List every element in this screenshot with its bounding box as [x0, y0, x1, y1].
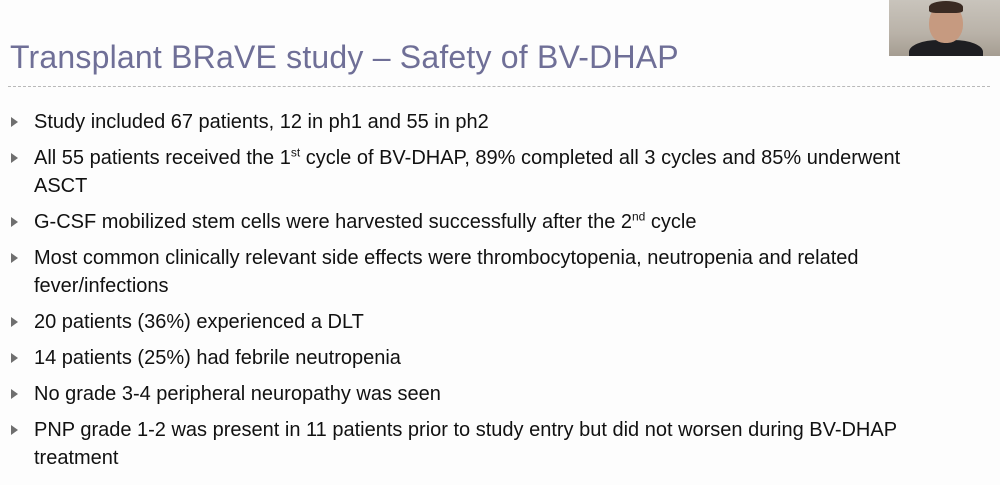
triangle-right-icon	[11, 217, 18, 227]
triangle-right-icon	[11, 353, 18, 363]
bullet-text-post: cycle of BV-DHAP, 89% completed all 3 cycles and 85% underwent ASCT	[34, 147, 901, 197]
bullet-text: Most common clinically relevant side effects were thrombocytopenia, neutropenia and related fever/infections	[34, 247, 859, 297]
bullet-text-post: cycle	[645, 211, 697, 233]
bullet-item	[0, 144, 1000, 200]
title-divider	[8, 86, 990, 87]
bullet-item	[0, 244, 1000, 300]
slide-title: Transplant BRaVE study – Safety of BV-DHAP	[10, 39, 679, 75]
bullet-text: 14 patients (25%) had febrile neutropenia	[34, 347, 401, 369]
bullet-text-pre: G-CSF mobilized stem cells were harvested successfully after the 2	[34, 211, 632, 233]
bullet-item	[0, 308, 1000, 336]
bullet-text: PNP grade 1-2 was present in 11 patients prior to study entry but did not worsen during BV-DHAP treatment	[34, 419, 897, 469]
bullet-text-pre: All 55 patients received the 1	[34, 147, 291, 169]
triangle-right-icon	[11, 425, 18, 435]
ordinal-suffix: nd	[632, 209, 646, 224]
presenter-webcam	[889, 0, 1000, 56]
triangle-right-icon	[11, 389, 18, 399]
bullet-item	[0, 344, 1000, 372]
triangle-right-icon	[11, 317, 18, 327]
bullet-item	[0, 108, 1000, 136]
bullet-list	[0, 108, 1000, 480]
bullet-text: No grade 3-4 peripheral neuropathy was seen	[34, 383, 441, 405]
triangle-right-icon	[11, 117, 18, 127]
ordinal-suffix: st	[290, 145, 301, 160]
triangle-right-icon	[11, 153, 18, 163]
presenter-hair	[929, 1, 963, 13]
bullet-text: 20 patients (36%) experienced a DLT	[34, 311, 364, 333]
bullet-item	[0, 380, 1000, 408]
triangle-right-icon	[11, 253, 18, 263]
bullet-item	[0, 208, 1000, 236]
bullet-text: Study included 67 patients, 12 in ph1 and 55 in ph2	[34, 111, 489, 133]
bullet-item	[0, 416, 1000, 472]
